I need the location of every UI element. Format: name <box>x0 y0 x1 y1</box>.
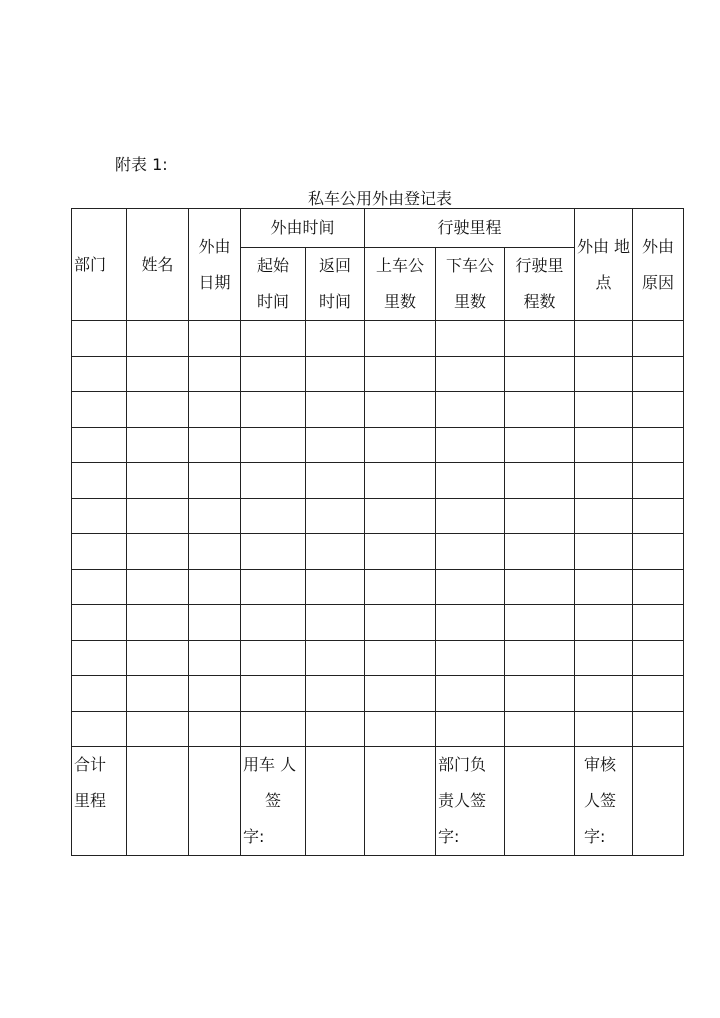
entry-cell[interactable] <box>241 463 306 499</box>
entry-cell[interactable] <box>365 534 436 570</box>
entry-cell[interactable] <box>505 711 575 747</box>
header-reason-line-1: 外由 <box>641 236 674 256</box>
entry-cell[interactable] <box>306 640 365 676</box>
entry-cell[interactable] <box>127 392 189 428</box>
table-row <box>72 427 684 463</box>
header-alight-km-line-2: 里数 <box>453 292 486 311</box>
table-row <box>72 356 684 392</box>
entry-cell[interactable] <box>633 498 684 534</box>
entry-cell[interactable] <box>127 498 189 534</box>
header-date-line-2: 日期 <box>198 272 231 292</box>
entry-cell[interactable] <box>365 427 436 463</box>
entry-cell[interactable] <box>365 356 436 392</box>
header-name: 姓名 <box>127 209 189 321</box>
entry-cell[interactable] <box>575 392 633 428</box>
entry-cell[interactable] <box>241 676 306 712</box>
entry-cell[interactable] <box>241 569 306 605</box>
footer-total-line-1: 合计 <box>74 755 107 774</box>
header-travel-km-line-2: 程数 <box>523 292 556 311</box>
header-date <box>189 209 241 321</box>
footer-reviewer-sign <box>575 747 633 856</box>
footer-reviewer-line-2: 人签 <box>584 791 617 810</box>
entry-cell[interactable] <box>189 676 241 712</box>
entry-cell[interactable] <box>306 605 365 641</box>
header-place-line-2: 点 <box>595 272 612 292</box>
footer-dept-head-sign <box>436 747 505 856</box>
entry-cell[interactable] <box>436 676 505 712</box>
footer-dept-head-line-2: 责人签 <box>438 791 487 810</box>
entry-cell[interactable] <box>189 640 241 676</box>
entry-cell[interactable] <box>505 605 575 641</box>
entry-cell[interactable] <box>127 605 189 641</box>
header-return-time-line-2: 时间 <box>318 292 351 311</box>
table-row <box>72 676 684 712</box>
entry-cell[interactable] <box>72 356 127 392</box>
entry-rows <box>72 321 684 747</box>
entry-cell[interactable] <box>127 711 189 747</box>
header-travel-km <box>505 248 575 321</box>
table-row <box>72 711 684 747</box>
header-place-line-1: 外由 地 <box>576 236 631 256</box>
footer-user-sign-line-1: 用车 人 <box>243 755 297 774</box>
header-board-km-line-2: 里数 <box>383 292 416 311</box>
header-start-time-line-1: 起始 <box>256 256 289 275</box>
entry-cell[interactable] <box>365 640 436 676</box>
entry-cell[interactable] <box>365 676 436 712</box>
header-start-time <box>241 248 306 321</box>
footer-blank-cell[interactable] <box>189 747 241 856</box>
header-return-time-line-1: 返回 <box>318 256 351 275</box>
header-reason <box>633 209 684 321</box>
footer-reviewer-line-1: 审核 <box>584 755 617 774</box>
entry-cell[interactable] <box>436 463 505 499</box>
header-alight-km <box>436 248 505 321</box>
entry-cell[interactable] <box>365 392 436 428</box>
entry-cell[interactable] <box>575 498 633 534</box>
entry-cell[interactable] <box>127 463 189 499</box>
footer-user-sign-line-3: 字: <box>243 827 265 846</box>
header-alight-km-line-1: 下车公 <box>445 256 494 275</box>
entry-cell[interactable] <box>575 711 633 747</box>
entry-cell[interactable] <box>575 640 633 676</box>
entry-cell[interactable] <box>72 427 127 463</box>
header-return-time <box>306 248 365 321</box>
entry-cell[interactable] <box>505 676 575 712</box>
entry-cell[interactable] <box>72 605 127 641</box>
footer-user-sign-field[interactable] <box>306 747 365 856</box>
entry-cell[interactable] <box>189 356 241 392</box>
entry-cell[interactable] <box>365 321 436 357</box>
entry-cell[interactable] <box>306 534 365 570</box>
header-board-km-line-1: 上车公 <box>375 256 424 275</box>
entry-cell[interactable] <box>72 676 127 712</box>
header-board-km <box>365 248 436 321</box>
entry-cell[interactable] <box>436 427 505 463</box>
entry-cell[interactable] <box>241 711 306 747</box>
entry-cell[interactable] <box>306 569 365 605</box>
entry-cell[interactable] <box>436 534 505 570</box>
entry-cell[interactable] <box>127 640 189 676</box>
entry-cell[interactable] <box>72 321 127 357</box>
header-reason-line-2: 原因 <box>641 272 674 292</box>
entry-cell[interactable] <box>633 640 684 676</box>
entry-cell[interactable] <box>72 640 127 676</box>
header-mileage-group: 行驶里程 <box>365 209 575 248</box>
entry-cell[interactable] <box>575 463 633 499</box>
entry-cell[interactable] <box>505 640 575 676</box>
entry-cell[interactable] <box>575 356 633 392</box>
entry-cell[interactable] <box>505 534 575 570</box>
entry-cell[interactable] <box>633 427 684 463</box>
entry-cell[interactable] <box>633 463 684 499</box>
entry-cell[interactable] <box>436 356 505 392</box>
entry-cell[interactable] <box>72 569 127 605</box>
entry-cell[interactable] <box>365 711 436 747</box>
entry-cell[interactable] <box>72 463 127 499</box>
entry-cell[interactable] <box>306 676 365 712</box>
annex-label: 附表 1: <box>115 155 168 174</box>
entry-cell[interactable] <box>633 569 684 605</box>
footer-reviewer-sign-field[interactable] <box>633 747 684 856</box>
footer-total-label <box>72 747 127 856</box>
footer-dept-head-line-1: 部门负 <box>438 755 487 774</box>
table-row <box>72 321 684 357</box>
entry-cell[interactable] <box>241 498 306 534</box>
entry-cell[interactable] <box>505 498 575 534</box>
entry-cell[interactable] <box>633 392 684 428</box>
entry-cell[interactable] <box>189 711 241 747</box>
entry-cell[interactable] <box>365 569 436 605</box>
entry-cell[interactable] <box>127 321 189 357</box>
entry-cell[interactable] <box>306 711 365 747</box>
entry-cell[interactable] <box>575 605 633 641</box>
entry-cell[interactable] <box>306 427 365 463</box>
entry-cell[interactable] <box>306 356 365 392</box>
entry-cell[interactable] <box>633 676 684 712</box>
entry-cell[interactable] <box>127 356 189 392</box>
table-row <box>72 498 684 534</box>
entry-cell[interactable] <box>436 640 505 676</box>
entry-cell[interactable] <box>575 534 633 570</box>
entry-cell[interactable] <box>505 321 575 357</box>
header-travel-km-line-1: 行驶里 <box>515 256 564 275</box>
entry-cell[interactable] <box>505 392 575 428</box>
entry-cell[interactable] <box>575 427 633 463</box>
entry-cell[interactable] <box>633 711 684 747</box>
entry-cell[interactable] <box>241 640 306 676</box>
entry-cell[interactable] <box>72 711 127 747</box>
entry-cell[interactable] <box>505 427 575 463</box>
entry-cell[interactable] <box>436 569 505 605</box>
entry-cell[interactable] <box>505 356 575 392</box>
entry-cell[interactable] <box>189 498 241 534</box>
entry-cell[interactable] <box>127 569 189 605</box>
entry-cell[interactable] <box>365 605 436 641</box>
table-row <box>72 640 684 676</box>
footer-user-sign-line-2: 签 <box>264 791 281 810</box>
entry-cell[interactable] <box>306 498 365 534</box>
entry-cell[interactable] <box>241 392 306 428</box>
entry-cell[interactable] <box>575 321 633 357</box>
entry-cell[interactable] <box>72 498 127 534</box>
entry-cell[interactable] <box>241 605 306 641</box>
entry-cell[interactable] <box>633 356 684 392</box>
entry-cell[interactable] <box>365 463 436 499</box>
table-row <box>72 569 684 605</box>
entry-cell[interactable] <box>575 569 633 605</box>
entry-cell[interactable] <box>306 321 365 357</box>
entry-cell[interactable] <box>189 569 241 605</box>
entry-cell[interactable] <box>241 427 306 463</box>
entry-cell[interactable] <box>189 534 241 570</box>
header-dept: 部门 <box>72 209 127 321</box>
entry-cell[interactable] <box>633 321 684 357</box>
footer-total-value[interactable] <box>127 747 189 856</box>
entry-cell[interactable] <box>127 427 189 463</box>
header-place <box>575 209 633 321</box>
table-row <box>72 392 684 428</box>
entry-cell[interactable] <box>505 463 575 499</box>
entry-cell[interactable] <box>241 321 306 357</box>
registration-table <box>71 208 684 856</box>
header-date-line-1: 外由 <box>198 236 231 256</box>
entry-cell[interactable] <box>127 534 189 570</box>
header-time-group: 外由时间 <box>241 209 365 248</box>
entry-cell[interactable] <box>72 534 127 570</box>
entry-cell[interactable] <box>365 498 436 534</box>
entry-cell[interactable] <box>633 605 684 641</box>
entry-cell[interactable] <box>436 498 505 534</box>
footer-reviewer-line-3: 字: <box>584 827 606 846</box>
footer-total-line-2: 里程 <box>74 791 107 810</box>
form-title: 私车公用外由登记表 <box>307 189 452 208</box>
entry-cell[interactable] <box>241 356 306 392</box>
entry-cell[interactable] <box>436 321 505 357</box>
footer-dept-head-line-3: 字: <box>438 827 460 846</box>
entry-cell[interactable] <box>505 569 575 605</box>
entry-cell[interactable] <box>436 711 505 747</box>
entry-cell[interactable] <box>189 463 241 499</box>
entry-cell[interactable] <box>72 392 127 428</box>
entry-cell[interactable] <box>575 676 633 712</box>
footer-blank-cell-2[interactable] <box>365 747 436 856</box>
entry-cell[interactable] <box>633 534 684 570</box>
entry-cell[interactable] <box>189 392 241 428</box>
entry-cell[interactable] <box>306 392 365 428</box>
entry-cell[interactable] <box>241 534 306 570</box>
entry-cell[interactable] <box>189 321 241 357</box>
header-start-time-line-2: 时间 <box>256 292 289 311</box>
entry-cell[interactable] <box>436 392 505 428</box>
table-row <box>72 463 684 499</box>
footer-dept-head-sign-field[interactable] <box>505 747 575 856</box>
entry-cell[interactable] <box>127 676 189 712</box>
footer-user-sign <box>241 747 306 856</box>
table-row <box>72 605 684 641</box>
entry-cell[interactable] <box>189 427 241 463</box>
entry-cell[interactable] <box>436 605 505 641</box>
entry-cell[interactable] <box>189 605 241 641</box>
table-row <box>72 534 684 570</box>
entry-cell[interactable] <box>306 463 365 499</box>
